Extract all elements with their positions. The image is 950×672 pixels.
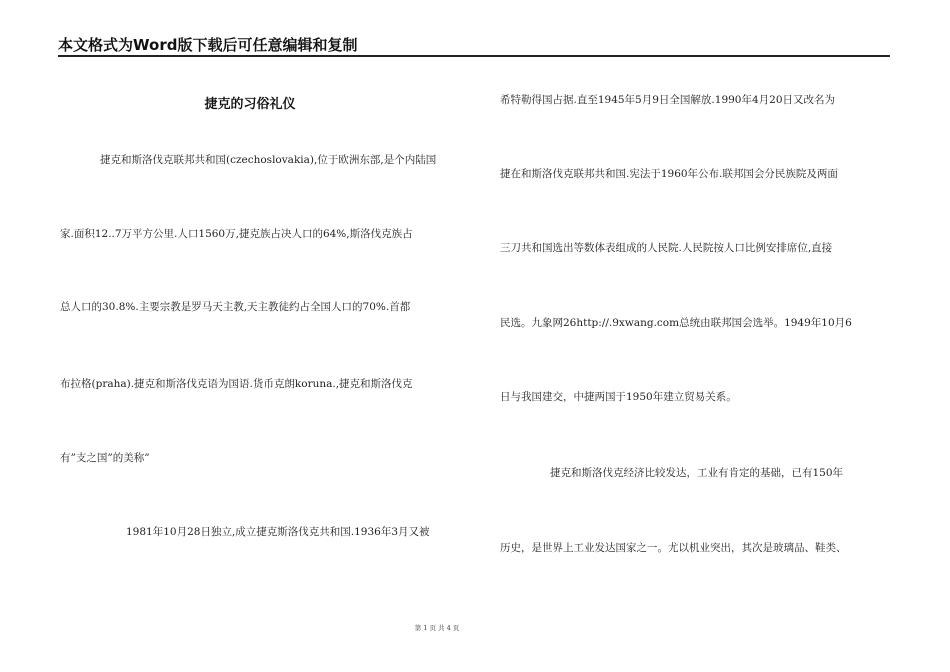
right-column-line: 民选。九象网26http://.9xwang.com总统由联邦国会选举。1949年10月6 xyxy=(500,317,852,329)
left-column-line: 有”支之国”的美称” xyxy=(60,452,150,464)
left-column-line: 布拉格(praha).捷克和斯洛伐克语为国语.货币克朗koruna.,捷克和斯洛伐克 xyxy=(60,378,413,390)
left-column-line: 总人口的30.8%.主要宗教是罗马天主教,天主教徒约占全国人口的70%.首都 xyxy=(60,301,411,313)
right-column-line: 日与我国建交，中捷两国于1950年建立贸易关系。 xyxy=(500,391,737,403)
right-column-line: 希特勒得国占据.直至1945年5月9日全国解放.1990年4月20日又改名为 xyxy=(500,94,836,106)
left-column-line: 家.面积12..7万平方公里.人口1560万,捷克族占决人口的64%,斯洛伐克族占 xyxy=(60,228,413,240)
header-divider xyxy=(58,55,890,57)
right-column-line: 历史，是世界上工业发达国家之一。尤以机业突出，其次是玻璃品、鞋类、 xyxy=(500,542,847,554)
left-column-line: 捷克和斯洛伐克联邦共和国(czechoslovakia),位于欧洲东部,是个内陆国 xyxy=(100,154,437,166)
page-header-title: 本文格式为Word版下载后可任意编辑和复制 xyxy=(58,36,358,54)
page-number-footer: 第 1 页 共 4 页 xyxy=(414,624,460,632)
document-title: 捷克的习俗礼仪 xyxy=(204,97,296,112)
right-column-line: 捷克和斯洛伐克经济比较发达，工业有肯定的基础，已有150年 xyxy=(550,467,844,479)
right-column-line: 三刀共和国选出等数体表组成的人民院.人民院按人口比例安排席位,直接 xyxy=(500,242,833,254)
left-column-line: 1981年10月28日独立,成立捷克斯洛伐克共和国.1936年3月又被 xyxy=(126,526,430,538)
right-column-line: 捷在和斯洛伐克联邦共和国.宪法于1960年公布.联邦国会分民族院及两面 xyxy=(500,168,838,180)
